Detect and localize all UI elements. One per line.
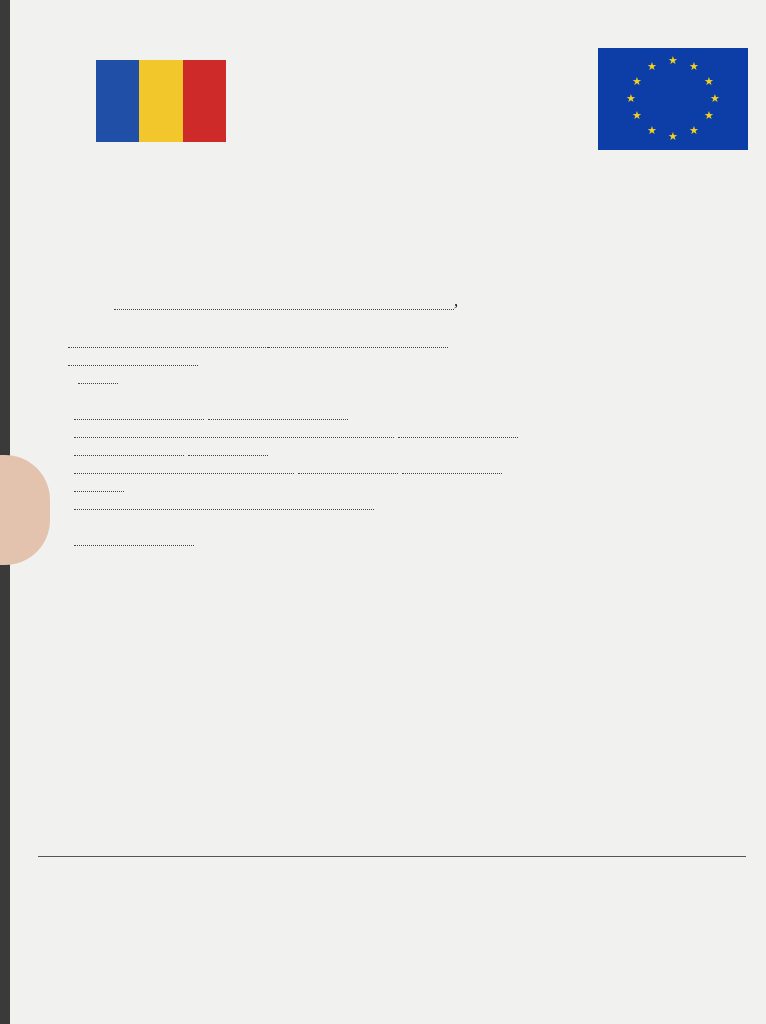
eu-star: ★ xyxy=(689,125,699,137)
line-grounds xyxy=(74,492,752,510)
line-name xyxy=(68,330,752,348)
documents-blank-line xyxy=(38,856,746,857)
flight-number-value xyxy=(74,545,194,546)
eu-star: ★ xyxy=(668,55,678,67)
line-flight xyxy=(74,528,752,546)
eu-star: ★ xyxy=(632,76,642,88)
line-birth xyxy=(68,348,752,366)
romania-flag xyxy=(96,60,226,142)
eu-flag xyxy=(598,48,748,150)
eu-star: ★ xyxy=(704,76,714,88)
eu-star: ★ xyxy=(626,93,636,105)
line-sex-citizenship xyxy=(74,366,752,384)
line-period xyxy=(74,474,752,492)
line-visa xyxy=(74,438,752,456)
eu-star: ★ xyxy=(689,61,699,73)
officer-name xyxy=(114,309,454,310)
eu-star: ★ xyxy=(647,125,657,137)
eu-star: ★ xyxy=(704,110,714,122)
line-date-time xyxy=(114,254,752,272)
refusal-form-page xyxy=(10,0,766,1024)
line-doc-number xyxy=(74,402,752,420)
line-resident xyxy=(74,384,752,402)
eu-star: ★ xyxy=(710,93,720,105)
line-officers: , xyxy=(114,292,752,310)
eu-star: ★ xyxy=(668,131,678,143)
line-coming-from xyxy=(122,510,752,528)
line-validity xyxy=(74,456,752,474)
eu-star: ★ xyxy=(647,61,657,73)
line-doc-date xyxy=(74,420,752,438)
eu-star: ★ xyxy=(632,110,642,122)
